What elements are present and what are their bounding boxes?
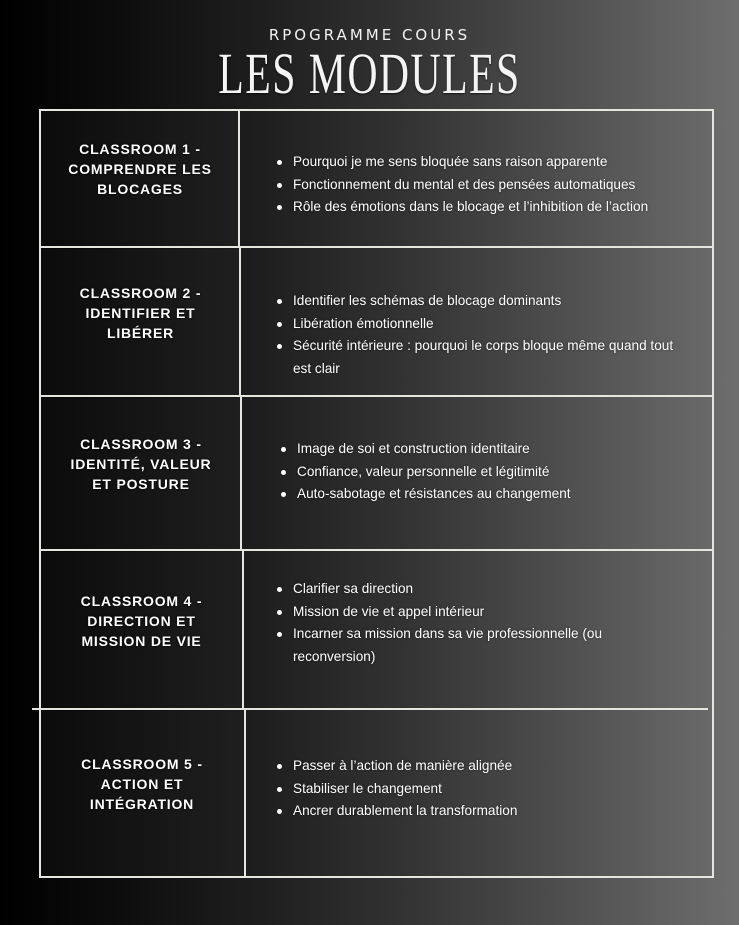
bullet-icon <box>281 447 286 452</box>
module-1-title-cell <box>41 111 239 247</box>
topic-item: Ancrer durablement la transformation <box>277 800 697 823</box>
topic-item: Pourquoi je me sens bloquée sans raison apparente <box>277 151 707 174</box>
bullet-icon <box>277 322 282 327</box>
module-1-topics-list <box>277 151 707 219</box>
topic-item: Stabiliser le changement <box>277 778 697 801</box>
column-divider-seg-1 <box>238 109 240 248</box>
row-divider-4 <box>32 708 708 710</box>
bullet-icon <box>277 632 282 637</box>
module-5-topics-list <box>277 755 697 823</box>
bullet-icon <box>281 492 286 497</box>
module-3-topics-list <box>281 438 701 506</box>
bullet-icon <box>277 344 282 349</box>
bullet-icon <box>277 787 282 792</box>
topic-item: Mission de vie et appel intérieur <box>277 601 677 624</box>
column-divider-seg-3 <box>240 396 242 551</box>
topic-item: Rôle des émotions dans le blocage et l’inhibition de l’action <box>277 196 707 219</box>
bullet-icon <box>277 183 282 188</box>
bullet-icon <box>277 764 282 769</box>
topic-item: Image de soi et construction identitaire <box>281 438 701 461</box>
topic-item: Incarner sa mission dans sa vie professionnelle (ou reconversion) <box>277 623 677 668</box>
module-5-title-cell <box>41 711 243 876</box>
module-4-title-cell <box>41 552 242 709</box>
topic-item: Identifier les schémas de blocage dominants <box>277 290 689 313</box>
module-4-topics-list <box>277 578 677 668</box>
course-subtitle: RPOGRAMME COURS <box>268 26 471 44</box>
module-2-topics-list <box>277 290 689 380</box>
row-divider-1 <box>39 246 714 248</box>
module-1-topics-cell <box>277 151 707 219</box>
row-divider-3 <box>39 549 714 551</box>
page-title: LES MODULES <box>218 41 521 106</box>
bullet-icon <box>277 205 282 210</box>
bullet-icon <box>277 587 282 592</box>
bullet-icon <box>277 160 282 165</box>
module-2-title: CLASSROOM 2 - IDENTIFIER ET LIBÉRER <box>79 284 202 341</box>
bullet-icon <box>277 610 282 615</box>
topic-item: Libération émotionnelle <box>277 313 689 336</box>
bullet-icon <box>277 299 282 304</box>
module-4-title: CLASSROOM 4 - DIRECTION ET MISSION DE VIE <box>80 592 203 649</box>
column-divider-seg-4 <box>242 550 244 710</box>
module-5-title: CLASSROOM 5 - ACTION ET INTÉGRATION <box>81 755 203 812</box>
row-divider-2 <box>39 395 714 397</box>
module-4-topics-cell <box>277 578 677 668</box>
module-2-topics-cell <box>277 290 689 380</box>
column-divider-seg-5 <box>244 709 246 878</box>
topic-item: Fonctionnement du mental et des pensées automatiques <box>277 174 707 197</box>
topic-item: Confiance, valeur personnelle et légitimité <box>281 461 701 484</box>
topic-item: Auto-sabotage et résistances au changement <box>281 483 701 506</box>
bullet-icon <box>277 809 282 814</box>
module-2-title-cell <box>41 249 240 396</box>
module-3-title: CLASSROOM 3 - IDENTITÉ, VALEUR ET POSTURE <box>70 436 212 492</box>
column-divider-seg-2 <box>239 247 241 397</box>
modules-table <box>39 109 714 878</box>
topic-item: Sécurité intérieure : pourquoi le corps bloque même quand tout est clair <box>277 335 689 380</box>
bullet-icon <box>281 470 286 475</box>
topic-item: Clarifier sa direction <box>277 578 677 601</box>
module-1-title: CLASSROOM 1 - COMPRENDRE LES BLOCAGES <box>68 141 212 197</box>
topic-item: Passer à l’action de manière alignée <box>277 755 697 778</box>
module-3-title-cell <box>41 398 241 550</box>
module-5-topics-cell <box>277 755 697 823</box>
module-3-topics-cell <box>281 438 701 506</box>
